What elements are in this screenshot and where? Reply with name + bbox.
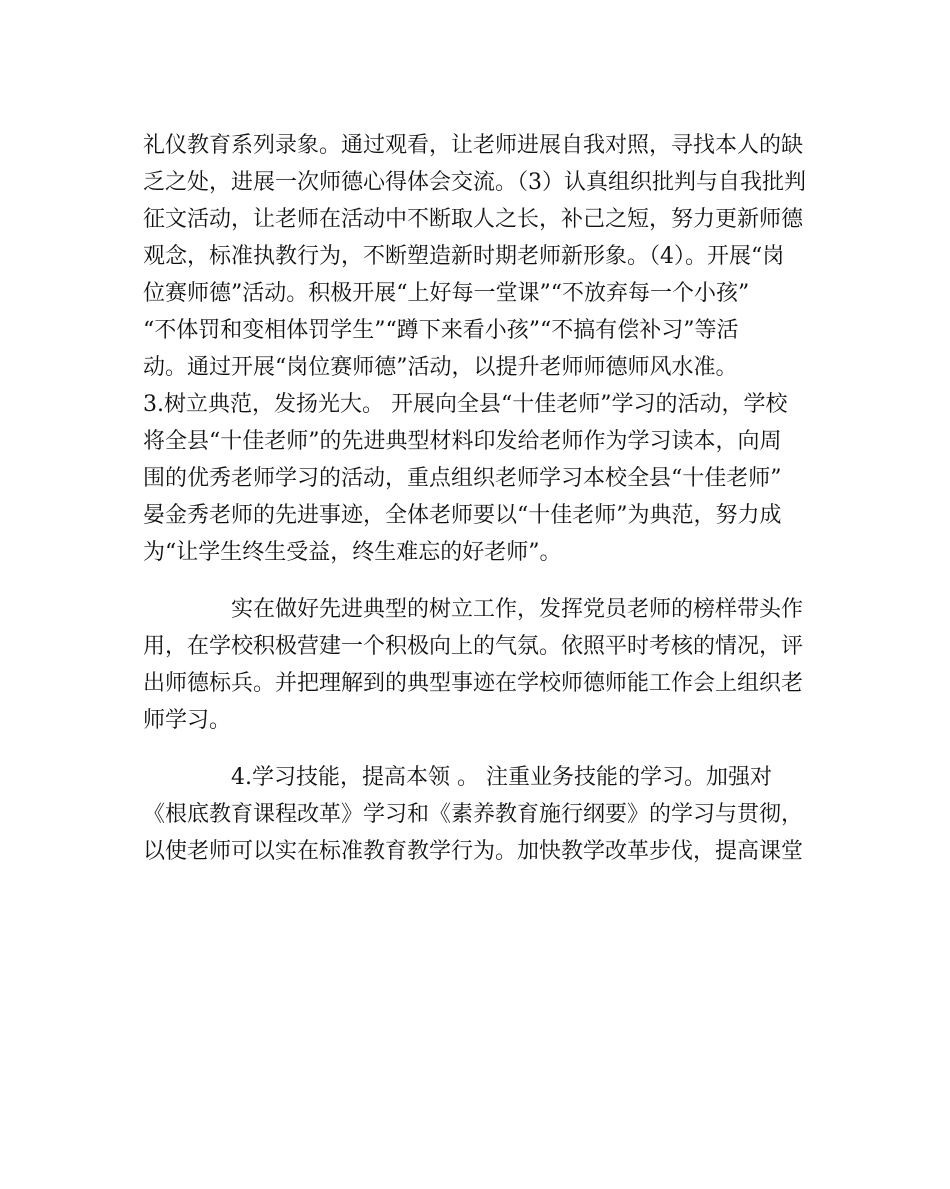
text-line: 4.学习技能，提高本领 。 注重业务技能的学习。加强对 bbox=[231, 765, 772, 790]
text-line: 师学习。 bbox=[143, 708, 232, 733]
text-line: 3.树立典范，发扬光大。 开展向全县“十佳老师”学习的活动，学校 bbox=[143, 392, 788, 417]
text-line: 晏金秀老师的先进事迹，全体老师要以“十佳老师”为典范，努力成 bbox=[143, 503, 782, 528]
text-line: 以使老师可以实在标准教育教学行为。加快教学改革步伐，提高课堂 bbox=[143, 839, 804, 864]
text-line: 围的优秀老师学习的活动，重点组织老师学习本校全县“十佳老师” bbox=[143, 466, 782, 491]
text-line: 将全县“十佳老师”的先进典型材料印发给老师作为学习读本，向周 bbox=[143, 429, 782, 454]
text-line: 出师德标兵。并把理解到的典型事迹在学校师德师能工作会上组织老 bbox=[143, 671, 804, 696]
text-line: 动。通过开展“岗位赛师德”活动，以提升老师师德师风水准。 bbox=[143, 355, 738, 380]
text-line: 礼仪教育系列录象。通过观看，让老师进展自我对照，寻找本人的缺 bbox=[143, 133, 804, 158]
text-line: 实在做好先进典型的树立工作，发挥党员老师的榜样带头作 bbox=[231, 597, 804, 622]
paragraph-gap bbox=[143, 571, 823, 591]
text-line: 观念，标准执教行为，不断塑造新时期老师新形象。（4）。开展“岗 bbox=[143, 244, 785, 269]
paragraph-gap bbox=[143, 739, 823, 759]
text-line: 征文活动，让老师在活动中不断取人之长，补己之短，努力更新师德 bbox=[143, 207, 804, 232]
document-body bbox=[143, 127, 823, 870]
text-line: 乏之处，进展一次师德心得体会交流。（3）认真组织批判与自我批判 bbox=[143, 170, 806, 195]
text-line: “不体罚和变相体罚学生”“蹲下来看小孩”“不搞有偿补习”等活 bbox=[143, 318, 739, 343]
paragraph-role-models bbox=[143, 386, 823, 571]
text-line: 用，在学校积极营建一个积极向上的气氛。依照平时考核的情况，评 bbox=[143, 634, 804, 659]
text-line: 为“让学生终生受益，终生难忘的好老师”。 bbox=[143, 540, 562, 565]
paragraph-skills bbox=[143, 759, 823, 870]
paragraph-ethics-activities bbox=[143, 127, 823, 386]
text-line: 位赛师德”活动。积极开展“上好每一堂课”“不放弃每一个小孩” bbox=[143, 281, 750, 306]
text-line: 《根底教育课程改革》学习和《素养教育施行纲要》的学习与贯彻， bbox=[143, 802, 804, 827]
paragraph-exemplar-work bbox=[143, 591, 823, 739]
